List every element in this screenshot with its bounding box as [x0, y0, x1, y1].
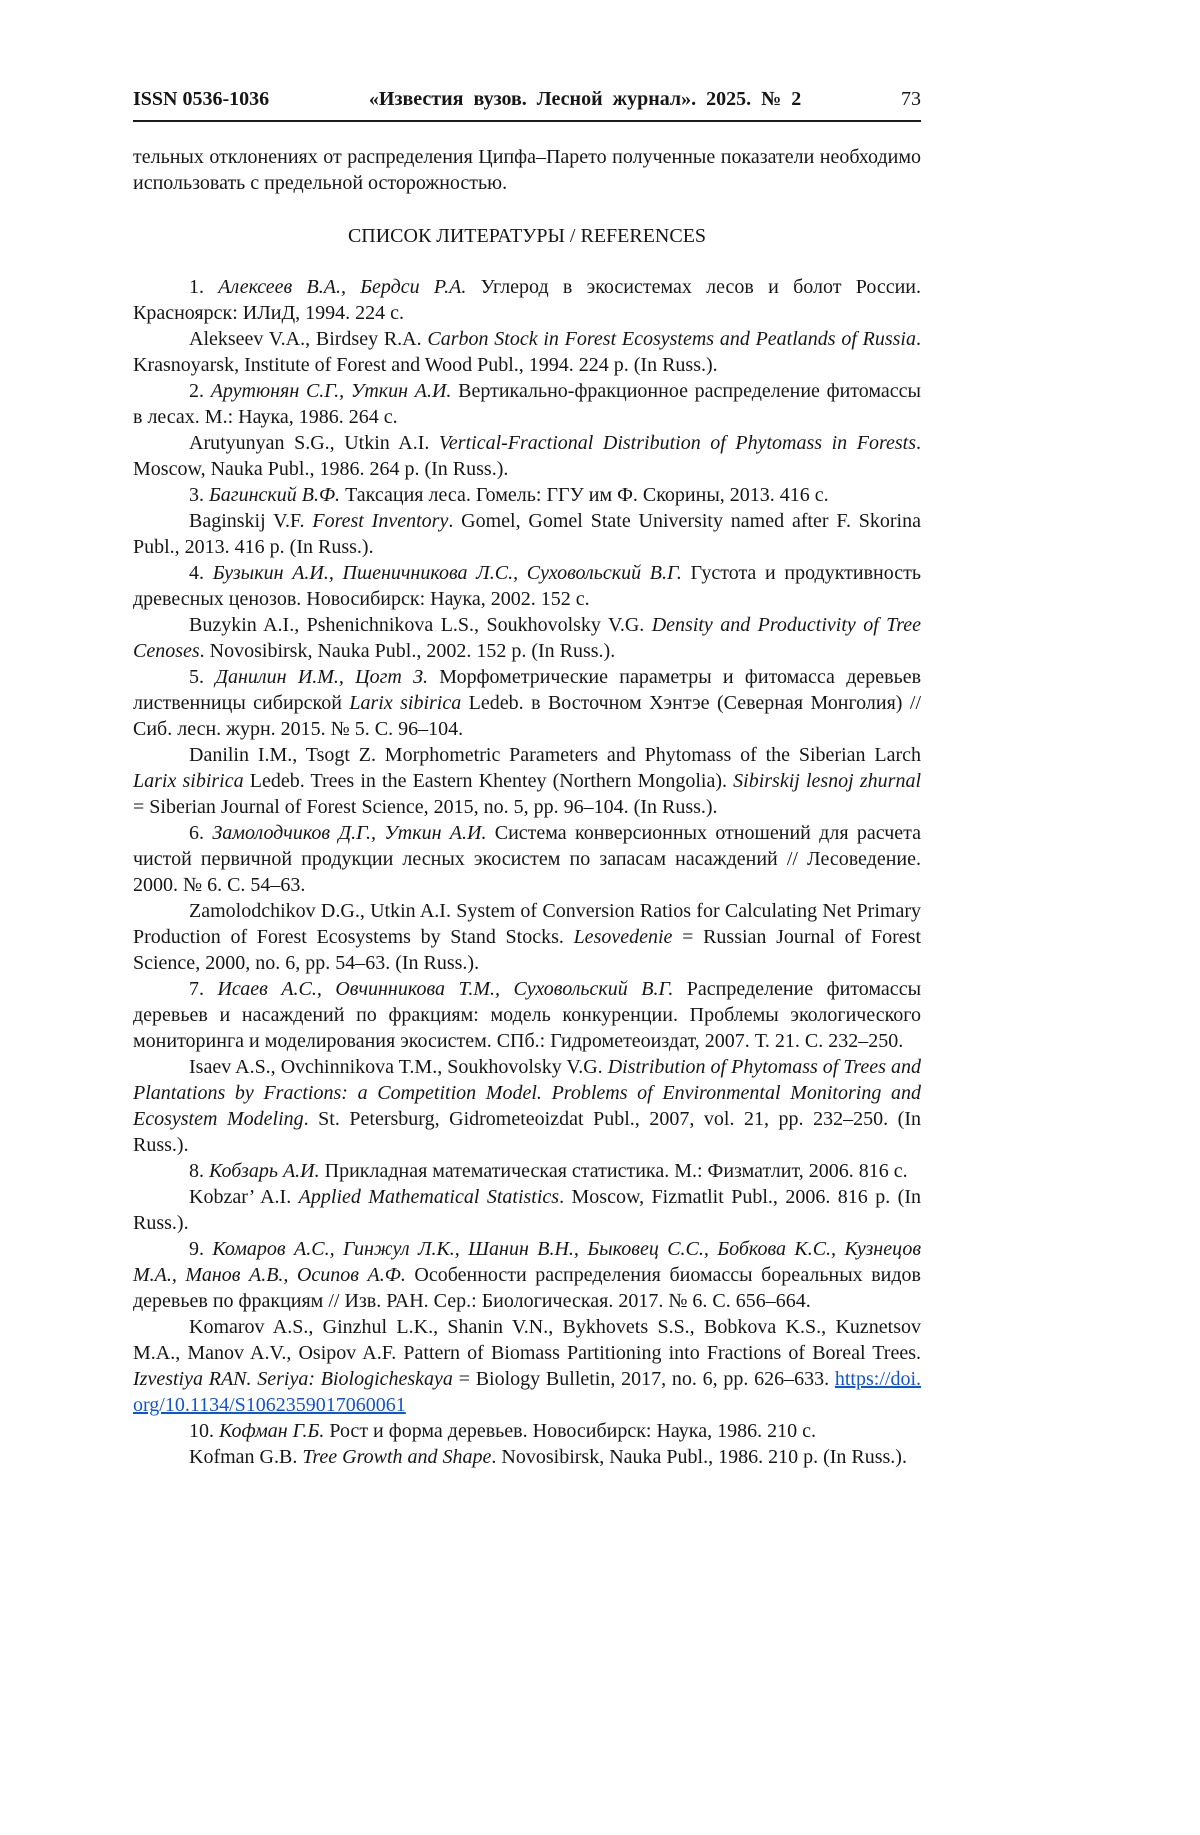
reference-6-en	[133, 898, 921, 976]
text-segment: 4.	[189, 562, 213, 584]
text-segment: Vertical-Fractional Distribution of Phytomass in Forests	[438, 432, 916, 454]
text-segment: Комаров А.С., Гинжул Л.К., Шанин В.Н., Быковец С.С., Бобкова К.С., Кузнецов М.А., Манов А.В., Осипов А.Ф.	[133, 1238, 922, 1286]
reference-2-en	[133, 430, 921, 482]
text-segment: Ledeb. в Восточном Хэнтэе (Северная Монголия) // Сиб. лесн. журн. 2015. № 5. С. 96–104.	[133, 692, 922, 740]
text-segment: Distribution of Phytomass of Trees and Plantations by Fractions: a Competition Model. Problems of Environmental Monitoring and Ecosystem Modeling	[133, 1056, 921, 1130]
reference-8-en	[133, 1184, 921, 1236]
text-segment: Buzykin A.I., Pshenichnikova L.S., Soukhovolsky V.G.	[189, 614, 652, 636]
text-segment: Komarov A.S., Ginzhul L.K., Shanin V.N., Bykhovets S.S., Bobkova K.S., Kuznetsov M.A., Manov A.V., Osipov A.F. Pattern of Biomass Partitioning into Fractions of Boreal Trees.	[133, 1316, 921, 1364]
text-segment: . Moscow, Fizmatlit Publ., 2006. 816 p. (In Russ.).	[133, 1186, 921, 1234]
text-segment: 5.	[189, 666, 216, 688]
text-segment: Густота и продуктивность древесных ценозов. Новосибирск: Наука, 2002. 152 с.	[133, 562, 921, 610]
text-segment: Carbon Stock in Forest Ecosystems and Peatlands of Russia	[427, 328, 916, 350]
text-segment: 2.	[189, 380, 211, 402]
text-segment: Рост и форма деревьев. Новосибирск: Наука, 1986. 210 с.	[324, 1420, 816, 1442]
reference-8-ru	[133, 1158, 921, 1184]
text-segment: Izvestiya RAN. Seriya: Biologicheskaya	[133, 1368, 453, 1390]
reference-1-ru	[133, 274, 921, 326]
text-segment: Arutyunyan S.G., Utkin A.I.	[189, 432, 439, 454]
text-segment: Бузыкин А.И., Пшеничникова Л.С., Суховольский В.Г.	[212, 562, 682, 584]
text-segment: Tree Growth and Shape	[302, 1446, 492, 1468]
text-segment: . St. Petersburg, Gidrometeoizdat Publ., 2007, vol. 21, pp. 232–250. (In Russ.).	[133, 1108, 921, 1156]
reference-9-en	[133, 1314, 921, 1418]
text-segment: Larix sibirica	[349, 692, 462, 714]
reference-2-ru	[133, 378, 921, 430]
references-heading: СПИСОК ЛИТЕРАТУРЫ / REFERENCES	[347, 225, 707, 247]
journal-title: «Известия вузов. Лесной журнал». 2025. № 2	[368, 88, 802, 110]
reference-6-ru	[133, 820, 921, 898]
text-segment: . Moscow, Nauka Publ., 1986. 264 p. (In Russ.).	[133, 432, 921, 480]
text-segment: 10.	[189, 1420, 219, 1442]
text-segment: Кобзарь А.И.	[209, 1160, 320, 1182]
text-segment: Lesovedenie	[573, 926, 673, 948]
text-segment: 8.	[189, 1160, 209, 1182]
reference-10-ru	[133, 1418, 921, 1444]
text-segment: . Novosibirsk, Nauka Publ., 1986. 210 p. (In Russ.).	[491, 1446, 907, 1468]
text-segment: Applied Mathematical Statistics	[298, 1186, 560, 1208]
header-rule	[133, 120, 921, 122]
text-segment: Алексеев В.А., Бердси Р.А.	[218, 276, 467, 298]
reference-1-en	[133, 326, 921, 378]
text-segment: Danilin I.M., Tsogt Z. Morphometric Parameters and Phytomass of the Siberian Larch	[189, 744, 921, 766]
text-segment: . Gomel, Gomel State University named after F. Skorina Publ., 2013. 416 p. (In Russ.).	[133, 510, 921, 558]
issn-label: ISSN 0536-1036	[133, 88, 270, 110]
text-segment: Прикладная математическая статистика. М.: Физматлит, 2006. 816 с.	[319, 1160, 908, 1182]
text-segment: Распределение фитомассы деревьев и насаждений по фракциям: модель конкуренции. Проблемы экологического мониторинга и моделирования экосистем. СПб.: Гидрометеоиздат, 2007. Т. 21. С. 232–250.	[133, 978, 922, 1052]
reference-7-en	[133, 1054, 921, 1158]
reference-7-ru	[133, 976, 921, 1054]
text-segment: Alekseev V.A., Birdsey R.A.	[189, 328, 428, 350]
text-segment: . Krasnoyarsk, Institute of Forest and Wood Publ., 1994. 224 p. (In Russ.).	[133, 328, 921, 376]
reference-3-en	[133, 508, 921, 560]
text-segment: 1.	[189, 276, 219, 298]
text-segment: Larix sibirica	[133, 770, 244, 792]
intro-paragraph: тельных отклонениях от распределения Ципфа–Парето полученные показатели необходимо использовать с предельной осторожностью.	[133, 146, 921, 194]
text-segment: Кофман Г.Б.	[219, 1420, 325, 1442]
text-segment: Арутюнян С.Г., Уткин А.И.	[210, 380, 452, 402]
text-segment: Морфометрические параметры и фитомасса деревьев лиственницы сибирской	[133, 666, 922, 714]
text-segment: Baginskij V.F.	[189, 510, 313, 532]
text-segment: Исаев А.С., Овчинникова Т.М., Суховольский В.Г.	[217, 978, 674, 1000]
reference-3-ru	[133, 482, 921, 508]
text-segment: Sibirskij lesnoj zhurnal	[733, 770, 921, 792]
document-page	[133, 88, 921, 1470]
text-segment: Density and Productivity of Tree Cenoses	[133, 614, 921, 662]
text-segment: Forest Inventory	[312, 510, 449, 532]
text-segment: Замолодчиков Д.Г., Уткин А.И.	[212, 822, 487, 844]
text-segment: . Novosibirsk, Nauka Publ., 2002. 152 p. (In Russ.).	[199, 640, 616, 662]
text-segment: Zamolodchikov D.G., Utkin A.I. System of Conversion Ratios for Calculating Net Primary Production of Forest Ecosystems by Stand Stocks.	[133, 900, 921, 948]
reference-4-ru	[133, 560, 921, 612]
text-segment: Данилин И.М., Цогт З.	[215, 666, 429, 688]
reference-10-en	[133, 1444, 921, 1470]
reference-5-en	[133, 742, 921, 820]
references-list	[133, 274, 921, 1470]
text-segment: = Russian Journal of Forest Science, 2000, no. 6, pp. 54–63. (In Russ.).	[133, 926, 922, 974]
text-segment: Углерод в экосистемах лесов и болот России. Красноярск: ИЛиД, 1994. 224 с.	[133, 276, 922, 324]
page-content	[133, 144, 921, 1470]
page-header	[133, 88, 921, 111]
text-segment: 7.	[189, 978, 218, 1000]
text-segment: 9.	[189, 1238, 213, 1260]
text-segment: Kofman G.B.	[189, 1446, 303, 1468]
text-segment: Система конверсионных отношений для расчета чистой первичной продукции лесных экосистем по запасам насаждений // Лесоведение. 2000. № 6. С. 54–63.	[133, 822, 921, 896]
text-segment: Вертикально-фракционное распределение фитомассы в лесах. М.: Наука, 1986. 264 с.	[133, 380, 921, 428]
text-segment: Isaev A.S., Ovchinnikova T.M., Soukhovolsky V.G.	[189, 1056, 608, 1078]
text-segment: Таксация леса. Гомель: ГГУ им Ф. Скорины, 2013. 416 с.	[340, 484, 829, 506]
text-segment: Ledeb. Trees in the Eastern Khentey (Northern Mongolia).	[243, 770, 734, 792]
text-segment: = Biology Bulletin, 2017, no. 6, pp. 626–633.	[452, 1368, 835, 1390]
text-segment: 3.	[189, 484, 209, 506]
reference-9-ru	[133, 1236, 921, 1314]
doi-link[interactable]: https://doi.org/10.1134/S1062359017060061	[133, 1368, 921, 1416]
reference-5-ru	[133, 664, 921, 742]
text-segment: 6.	[189, 822, 213, 844]
reference-4-en	[133, 612, 921, 664]
text-segment: Багинский В.Ф.	[209, 484, 341, 506]
page-number: 73	[901, 88, 921, 110]
text-segment: Особенности распределения биомассы бореальных видов деревьев по фракциям // Изв. РАН. Сер.: Биологическая. 2017. № 6. С. 656–664.	[133, 1264, 922, 1312]
text-segment: = Siberian Journal of Forest Science, 2015, no. 5, pp. 96–104. (In Russ.).	[133, 796, 718, 818]
text-segment: Kobzar’ A.I.	[189, 1186, 299, 1208]
